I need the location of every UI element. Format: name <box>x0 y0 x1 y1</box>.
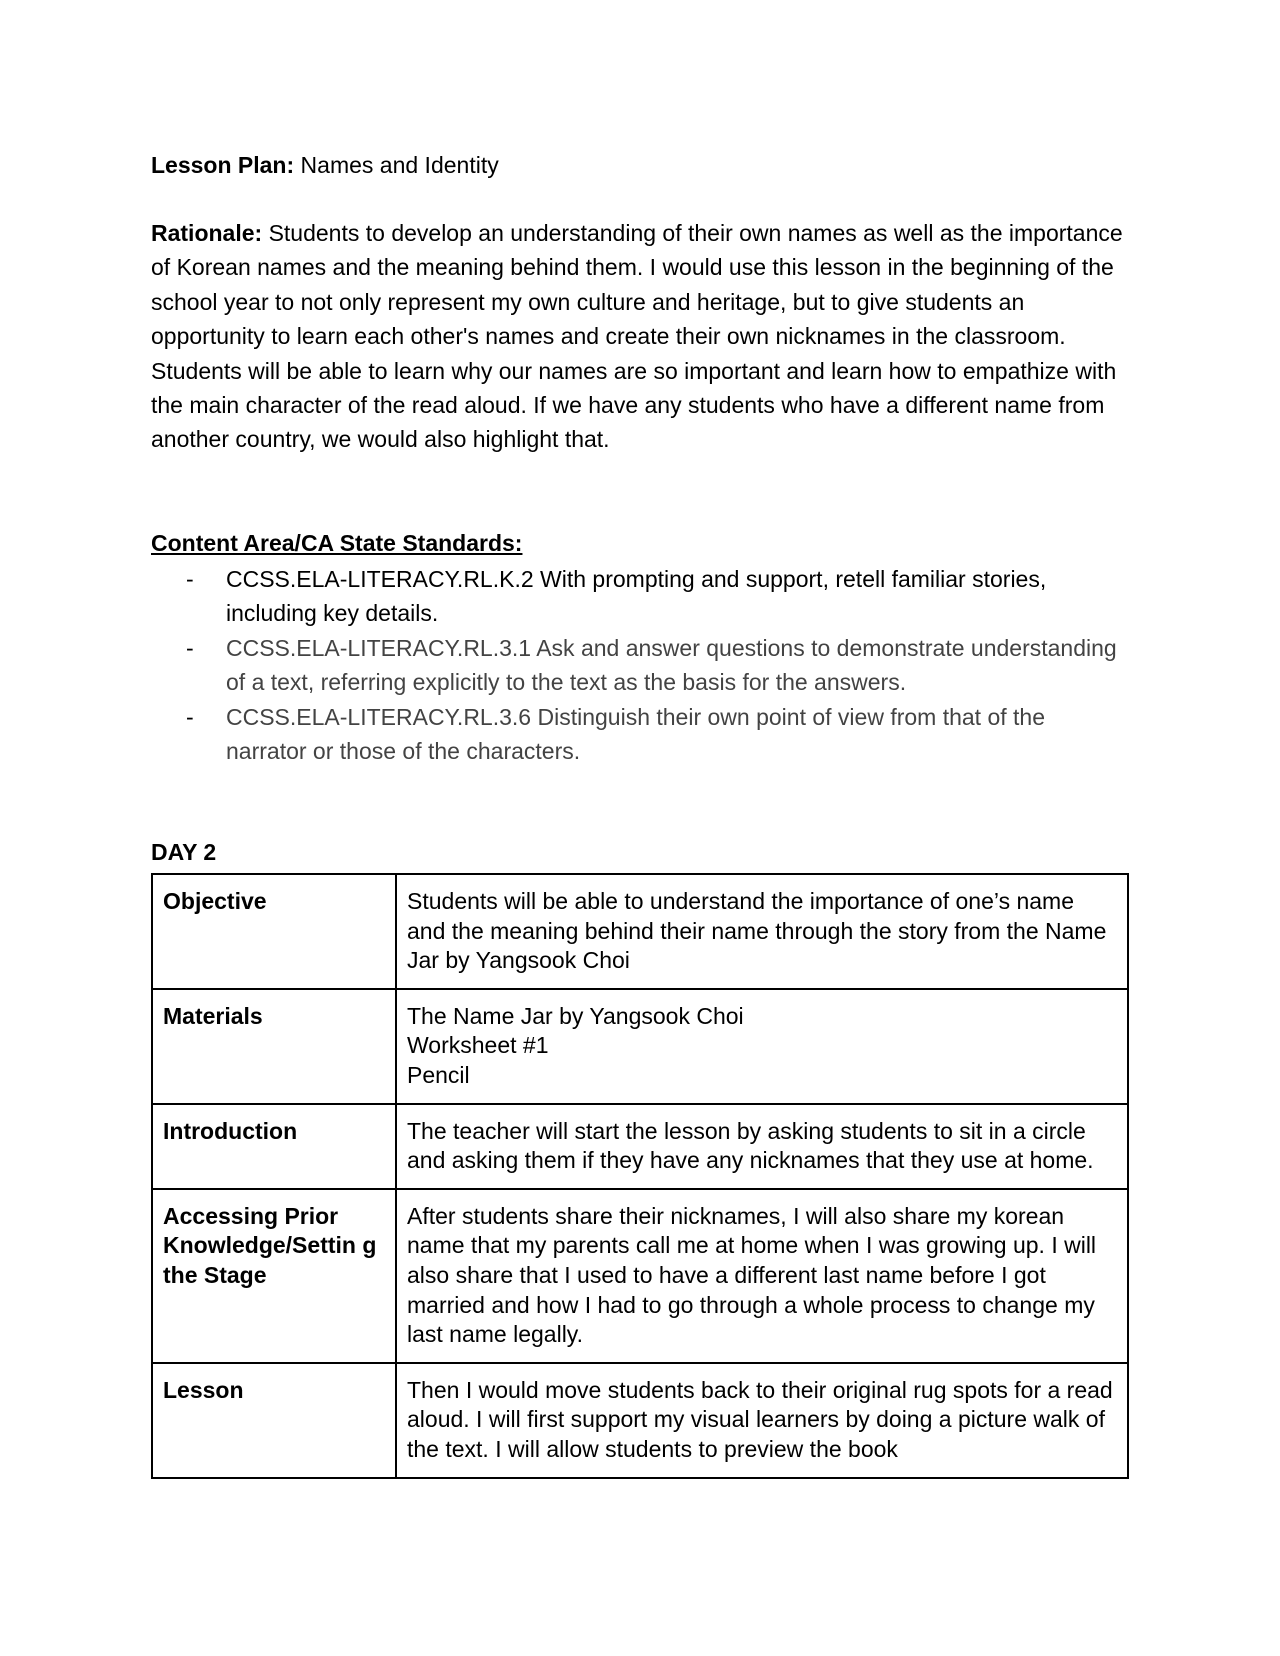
row-content <box>396 1104 1128 1189</box>
standard-item <box>151 700 1131 769</box>
lesson-plan-title <box>151 150 499 180</box>
standard-code: CCSS.ELA-LITERACY.RL.K.2 <box>226 566 534 592</box>
standard-text: With prompting and support, retell familiar stories, including key details. <box>226 566 1047 627</box>
content-line: The Name Jar by Yangsook Choi <box>407 1002 744 1029</box>
table-row <box>152 874 1128 989</box>
row-label: Introduction <box>152 1104 396 1189</box>
standard-text: Ask and answer questions to demonstrate understanding of a text, referring explicitly to the text as the basis for the answers. <box>226 634 1117 696</box>
row-content <box>396 874 1128 989</box>
lesson-plan-name: Names and Identity <box>300 152 499 178</box>
table-row <box>152 1189 1128 1363</box>
day-heading: DAY 2 <box>151 839 217 865</box>
standard-code: CCSS.ELA-LITERACY.RL.3.1 <box>226 634 532 661</box>
row-label: Objective <box>152 874 396 989</box>
standard-text: Distinguish their own point of view from that of the narrator or those of the characters. <box>226 703 1046 765</box>
rationale-paragraph <box>151 216 1131 457</box>
table-row <box>152 1363 1128 1478</box>
bullet-dash: - <box>186 634 194 661</box>
content-line: Worksheet #1 <box>407 1032 549 1059</box>
content-line: Students will be able to understand the importance of one’s name and the meaning behind their name through the story from the Name Jar by Yangsook Choi <box>407 888 1107 974</box>
rationale-label: Rationale: <box>151 220 263 246</box>
table-row <box>152 1104 1128 1189</box>
lesson-plan-label: Lesson Plan: <box>151 152 295 178</box>
content-line: The teacher will start the lesson by asking students to sit in a circle and asking them if they have any nicknames that they use at home. <box>407 1117 1094 1174</box>
standard-item <box>151 562 1131 631</box>
row-content <box>396 1189 1128 1363</box>
standard-item <box>151 631 1131 700</box>
row-label: Materials <box>152 989 396 1104</box>
content-line: After students share their nicknames, I will also share my korean name that my parents call me at home when I was growing up. I will also share that I used to have a different last name before I got married and how I had to go through a whole process to change my last name legally. <box>407 1202 1097 1348</box>
table-row <box>152 989 1128 1104</box>
lesson-table <box>151 873 1129 1479</box>
row-content <box>396 989 1128 1104</box>
rationale-text: Students to develop an understanding of their own names as well as the importance of Korean names and the meaning behind them. I would use this lesson in the beginning of the school year to not only represent my own culture and heritage, but to give students an opportunity to learn each other's names and create their own nicknames in the classroom. Students will be able to learn why our names are so important and learn how to empathize with the main character of the read aloud. If we have any students who have a different name from another country, we would also highlight that. <box>151 220 1123 453</box>
content-line: Then I would move students back to their original rug spots for a read aloud. I will first support my visual learners by doing a picture walk of the text. I will allow students to preview the book <box>407 1376 1113 1462</box>
standards-list <box>151 562 1131 768</box>
row-label: Accessing Prior Knowledge/Settin g the Stage <box>152 1189 396 1363</box>
standard-code: CCSS.ELA-LITERACY.RL.3.6 <box>226 703 532 730</box>
bullet-dash: - <box>186 703 194 730</box>
content-line: Pencil <box>407 1061 470 1088</box>
standards-heading: Content Area/CA State Standards: <box>151 530 523 556</box>
bullet-dash: - <box>186 566 194 592</box>
row-label: Lesson <box>152 1363 396 1478</box>
row-content <box>396 1363 1128 1478</box>
